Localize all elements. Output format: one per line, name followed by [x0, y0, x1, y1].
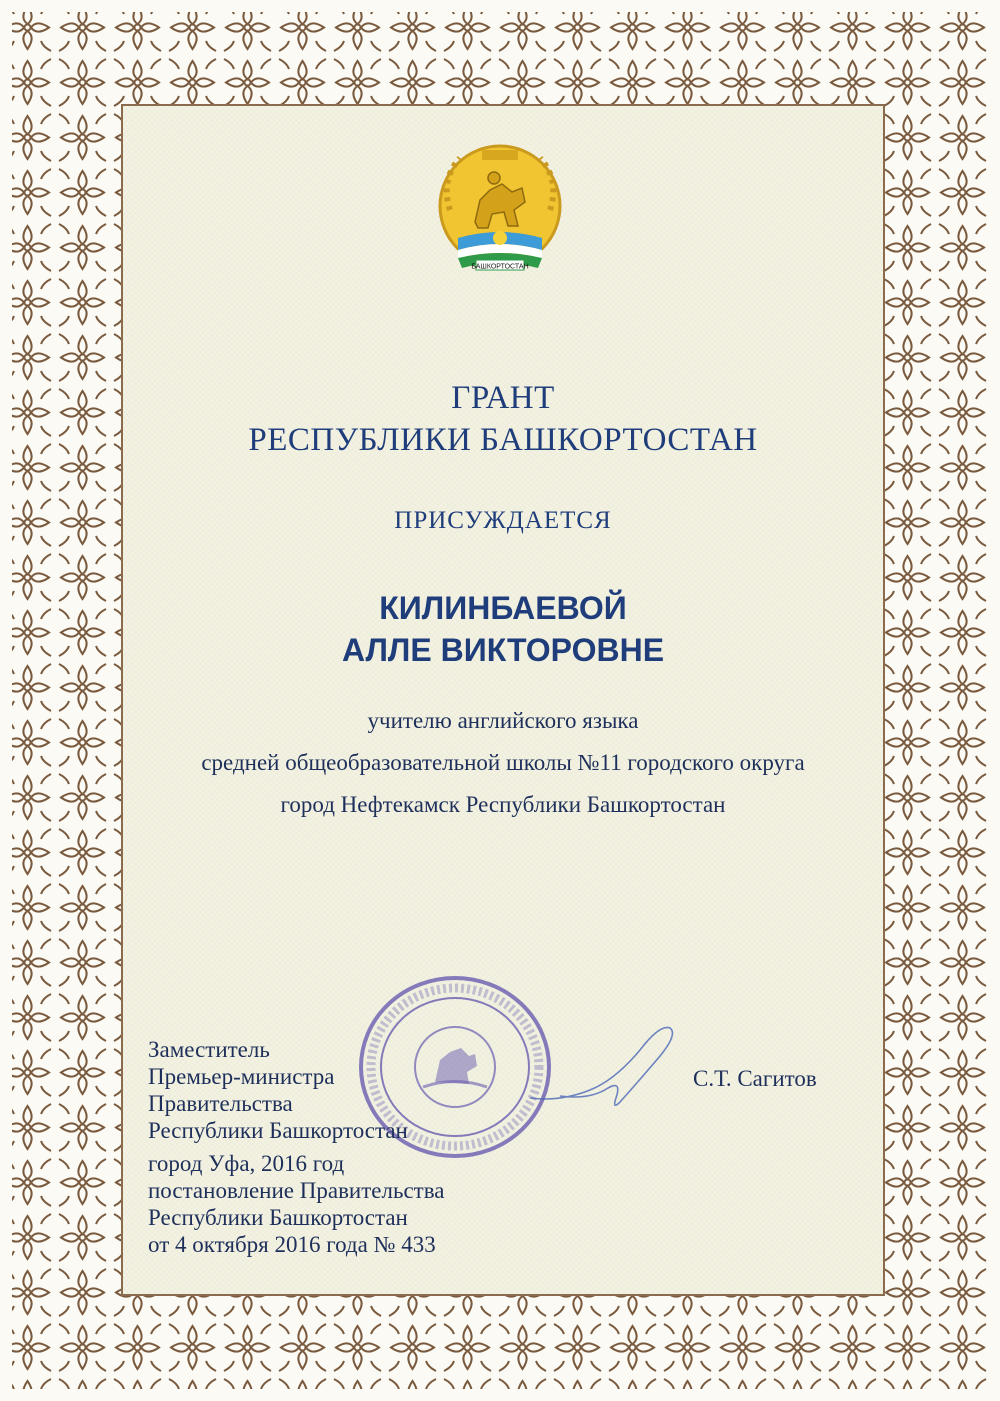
signatory-name: С.Т. Сагитов [693, 1066, 817, 1091]
recipient-name: АЛЛЕ ВИКТОРОВНЕ [341, 632, 665, 668]
issue-details-line: постановление Правительства [148, 1178, 445, 1203]
awarded-label: ПРИСУЖДАЕТСЯ [394, 507, 612, 534]
signatory-title [148, 1036, 408, 1144]
handwritten-signature [520, 1010, 690, 1120]
signatory-title-line: Республики Башкортостан [148, 1118, 408, 1143]
recipient-position-line-3: город Нефтекамск Республики Башкортостан [280, 792, 726, 817]
recipient-position-line-2: средней общеобразовательной школы №11 городского округа [201, 750, 805, 775]
signatory-title-line: Премьер-министра [148, 1064, 335, 1089]
recipient-position-line-1: учителю английского языка [367, 708, 639, 733]
issue-details-line: Республики Башкортостан [148, 1205, 408, 1230]
title-line-1: ГРАНТ [451, 380, 555, 416]
issue-details-line: от 4 октября 2016 года № 433 [148, 1232, 436, 1257]
recipient-surname: КИЛИНБАЕВОЙ [379, 590, 627, 626]
signatory-title-line: Правительства [148, 1091, 293, 1116]
title-line-2: РЕСПУБЛИКИ БАШКОРТОСТАН [248, 422, 758, 458]
issue-details [148, 1150, 445, 1258]
signatory-title-line: Заместитель [148, 1037, 270, 1062]
bashkortostan-coat-of-arms-icon [430, 140, 570, 282]
issue-details-line: город Уфа, 2016 год [148, 1151, 345, 1176]
emblem-ribbon-text: БАШКОРТОСТАН [471, 263, 529, 271]
